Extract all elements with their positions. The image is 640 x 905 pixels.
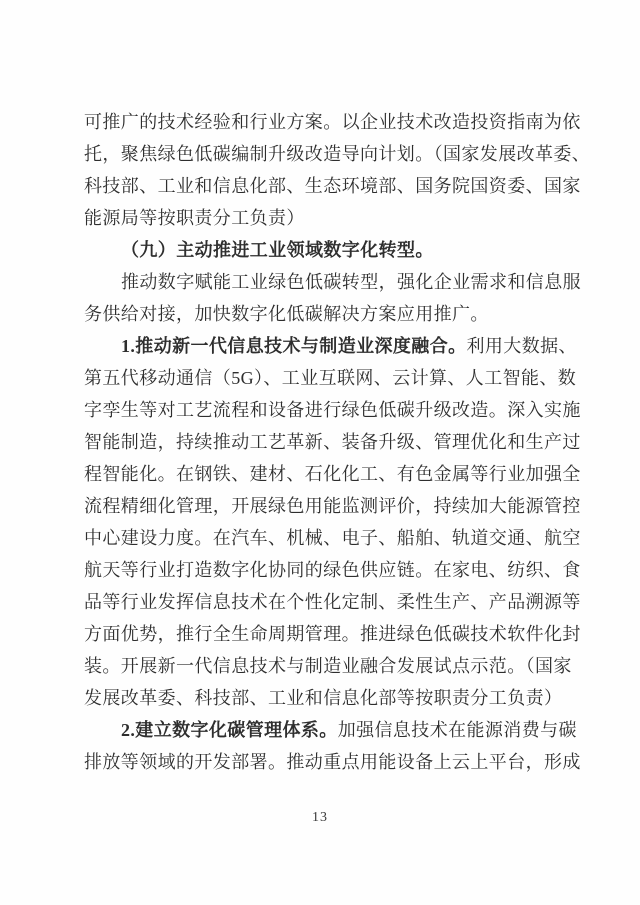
line-text: 加强信息技术在能源消费与碳 bbox=[337, 720, 577, 740]
text-line bbox=[84, 650, 572, 682]
line-text: 发展改革委、科技部、工业和信息化部等按职责分工负责） bbox=[84, 688, 563, 708]
bold-lead-text: 1.推动新一代信息技术与制造业深度融合。 bbox=[121, 336, 467, 356]
line-text: 装。开展新一代信息技术与制造业融合发展试点示范。（国家 bbox=[84, 656, 572, 676]
text-line bbox=[84, 490, 581, 522]
text-line bbox=[84, 298, 557, 330]
text-line bbox=[84, 458, 581, 490]
line-text: 务供给对接，加快数字化低碳解决方案应用推广。 bbox=[84, 304, 489, 324]
text-line bbox=[84, 330, 577, 362]
line-text: 流程精细化管理，开展绿色用能监测评价，持续加大能源管控 bbox=[84, 496, 581, 516]
text-line bbox=[84, 138, 591, 170]
line-text: 能源局等按职责分工负责） bbox=[84, 208, 305, 228]
text-line bbox=[84, 106, 581, 138]
page-number: 13 bbox=[312, 810, 328, 825]
text-line bbox=[84, 170, 581, 202]
line-text: 智能制造，持续推动工艺革新、装备升级、管理优化和生产过 bbox=[84, 432, 581, 452]
line-text: 程智能化。在钢铁、建材、石化化工、有色金属等行业加强全 bbox=[84, 464, 581, 484]
text-line bbox=[84, 618, 581, 650]
text-line bbox=[84, 554, 581, 586]
text-line bbox=[84, 714, 577, 746]
text-line bbox=[84, 746, 581, 778]
line-text: 中心建设力度。在汽车、机械、电子、船舶、轨道交通、航空 bbox=[84, 528, 581, 548]
line-text: 可推广的技术经验和行业方案。以企业技术改造投资指南为依 bbox=[84, 112, 581, 132]
text-line bbox=[84, 586, 581, 618]
line-text: 方面优势，推行全生命周期管理。推进绿色低碳技术软件化封 bbox=[84, 624, 581, 644]
text-line bbox=[84, 362, 577, 394]
line-text: 利用大数据、 bbox=[466, 336, 577, 356]
text-line bbox=[84, 522, 581, 554]
line-text: 托，聚焦绿色低碳编制升级改造导向计划。（国家发展改革委、 bbox=[84, 144, 591, 164]
text-line bbox=[84, 394, 581, 426]
text-line bbox=[84, 202, 557, 234]
bold-lead-text: 2.建立数字化碳管理体系。 bbox=[121, 720, 338, 740]
line-text: 航天等行业打造数字化协同的绿色供应链。在家电、纺织、食 bbox=[84, 560, 581, 580]
line-text: 科技部、工业和信息化部、生态环境部、国务院国资委、国家 bbox=[84, 176, 581, 196]
document-body bbox=[84, 106, 591, 778]
section-heading bbox=[84, 234, 557, 266]
text-line bbox=[84, 266, 581, 298]
line-text: 排放等领域的开发部署。推动重点用能设备上云上平台，形成 bbox=[84, 752, 581, 772]
line-text: 第五代移动通信（5G）、工业互联网、云计算、人工智能、数 bbox=[84, 368, 577, 388]
line-text: 推动数字赋能工业绿色低碳转型，强化企业需求和信息服 bbox=[121, 272, 581, 292]
bold-lead-text: （九）主动推进工业领域数字化转型。 bbox=[121, 240, 434, 260]
line-text: 品等行业发挥信息技术在个性化定制、柔性生产、产品溯源等 bbox=[84, 592, 581, 612]
text-line bbox=[84, 682, 563, 714]
line-text: 字孪生等对工艺流程和设备进行绿色低碳升级改造。深入实施 bbox=[84, 400, 581, 420]
text-line bbox=[84, 426, 581, 458]
